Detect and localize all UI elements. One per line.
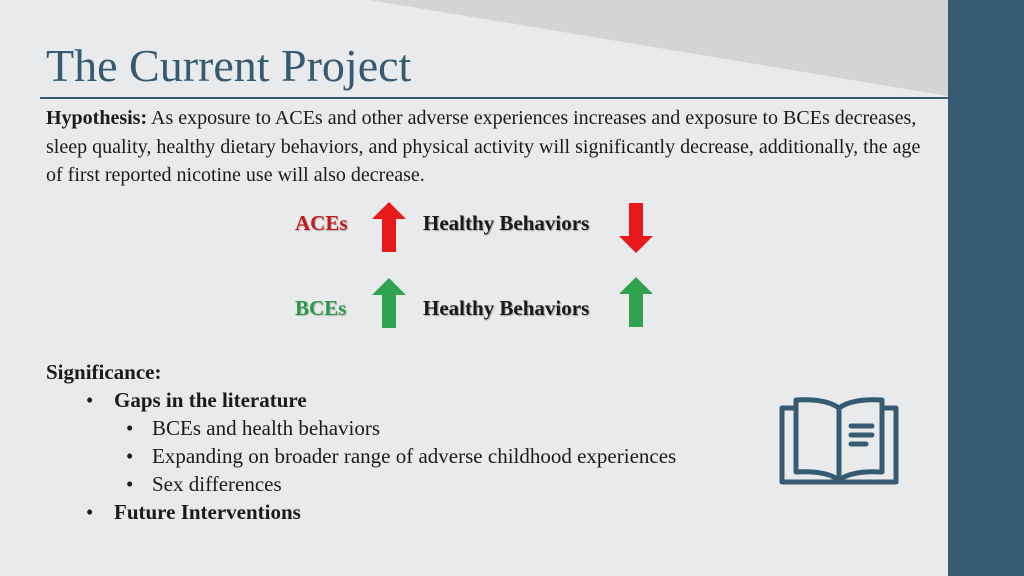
list-item-label: Sex differences <box>152 472 282 496</box>
arrow-up-icon <box>372 278 406 328</box>
list-item-label: Expanding on broader range of adverse childhood experiences <box>152 444 677 468</box>
list-item-label: Future Interventions <box>114 500 301 524</box>
bces-label: BCEs <box>295 296 347 320</box>
bullet: • <box>126 472 134 496</box>
significance-heading: Significance: <box>46 360 162 384</box>
list-item-label: Gaps in the literature <box>114 388 307 412</box>
arrow-up-icon <box>372 202 406 252</box>
aces-label: ACEs <box>295 211 348 235</box>
open-book-icon <box>778 394 900 486</box>
slide-title: The Current Project <box>46 40 412 91</box>
bullet: • <box>126 416 134 440</box>
title-divider <box>40 97 948 99</box>
list-item <box>86 498 301 526</box>
accent-side-bar <box>948 0 1024 576</box>
healthy-behaviors-label-1: Healthy Behaviors <box>423 211 590 235</box>
bullet: • <box>86 388 94 412</box>
list-item <box>86 386 307 414</box>
arrow-down-icon <box>619 203 653 253</box>
bullet: • <box>86 500 94 524</box>
hypothesis-paragraph <box>46 104 926 190</box>
list-item-label: BCEs and health behaviors <box>152 416 381 440</box>
arrow-up-icon <box>619 277 653 327</box>
hypothesis-text: As exposure to ACEs and other adverse experiences increases and exposure to BCEs decreases, sleep quality, healthy dietary behaviors, and physical activity will significantly decrease, additionally, the age of first reported nicotine use will also decrease. <box>46 107 921 186</box>
bullet: • <box>126 444 134 468</box>
hypothesis-label: Hypothesis: <box>46 107 148 129</box>
list-item <box>126 442 676 470</box>
list-item <box>126 470 282 498</box>
healthy-behaviors-label-2: Healthy Behaviors <box>423 296 590 320</box>
list-item <box>126 414 380 442</box>
